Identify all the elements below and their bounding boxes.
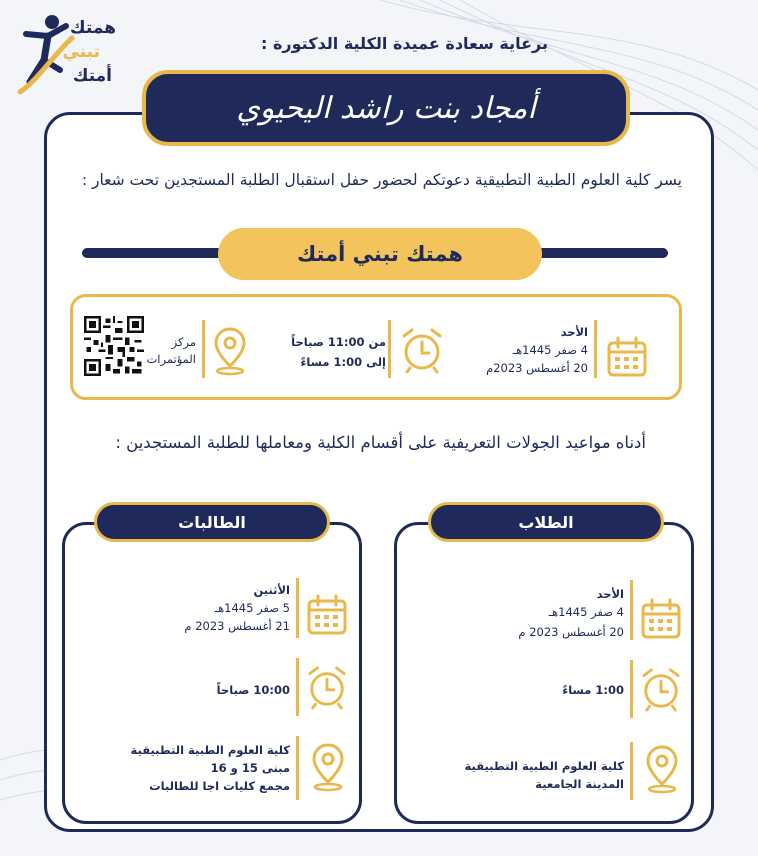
- students-card-header: [428, 502, 664, 542]
- logo-word-2: تبني: [62, 42, 100, 62]
- invitation-text: يسر كلية العلوم الطبية التطبيقية دعوتكم لحضور حفل استقبال الطلبة المستجدين تحت شعار :: [81, 171, 682, 189]
- students-location-2: المدينة الجامعية: [535, 777, 624, 791]
- ceremony-location: مركز المؤتمرات: [146, 335, 196, 366]
- female-students-location-2: مبنى 15 و 16: [210, 761, 290, 775]
- ceremony-gregorian-date: 20 أغسطس 2023م: [486, 361, 588, 375]
- alarm-clock-icon: [640, 666, 682, 712]
- students-location-1: كلية العلوم الطبية التطبيقية: [464, 759, 624, 773]
- slogan-text: همتك تبني أمتك: [297, 242, 463, 266]
- female-students-card-header: [94, 502, 330, 542]
- alarm-clock-icon: [306, 664, 348, 710]
- logo-word-1: همتك: [70, 18, 116, 38]
- divider: [630, 742, 633, 800]
- qr-code-icon: [84, 316, 144, 376]
- divider: [202, 320, 205, 378]
- students-day: الأحد: [596, 587, 624, 601]
- female-students-hijri-date: 5 صفر 1445هـ: [214, 601, 290, 615]
- female-students-card-title: الطالبات: [178, 512, 246, 532]
- students-time: 1:00 مساءً: [562, 683, 624, 697]
- location-pin-icon: [212, 326, 248, 376]
- patronage-heading: برعاية سعادة عميدة الكلية الدكتورة :: [261, 34, 548, 53]
- ceremony-time-from: من 11:00 صباحاً: [291, 335, 386, 349]
- divider: [630, 580, 633, 640]
- location-pin-icon: [644, 744, 680, 794]
- logo-word-3: أمتك: [72, 66, 112, 86]
- students-gregorian-date: 20 أغسطس 2023 م: [518, 625, 624, 639]
- female-students-day: الأثنين: [253, 583, 290, 597]
- ceremony-day: الأحد: [560, 325, 588, 339]
- calendar-icon: [640, 598, 682, 640]
- dean-name-banner: [142, 70, 630, 146]
- female-students-time: 10:00 صباحاً: [216, 683, 290, 697]
- divider: [630, 660, 633, 718]
- ceremony-hijri-date: 4 صفر 1445هـ: [512, 343, 588, 357]
- dean-name: أمجاد بنت راشد اليحيوي: [236, 90, 536, 126]
- divider: [594, 320, 597, 378]
- female-students-location-3: مجمع كليات اجا للطالبات: [149, 779, 290, 793]
- students-card-title: الطلاب: [518, 512, 574, 532]
- location-pin-icon: [310, 742, 346, 792]
- calendar-icon: [306, 594, 348, 636]
- divider: [296, 736, 299, 800]
- divider: [388, 320, 391, 378]
- female-students-gregorian-date: 21 أغسطس 2023 م: [184, 619, 290, 633]
- campaign-logo: [12, 6, 122, 96]
- students-hijri-date: 4 صفر 1445هـ: [548, 605, 624, 619]
- slogan-pill: [218, 228, 542, 280]
- female-students-location-1: كلية العلوم الطبية التطبيقية: [130, 743, 290, 757]
- tours-heading: أدناه مواعيد الجولات التعريفية على أقسام الكلية ومعاملها للطلبة المستجدين :: [115, 433, 646, 452]
- ceremony-time-to: إلى 1:00 مساءً: [300, 355, 386, 369]
- divider: [296, 658, 299, 716]
- alarm-clock-icon: [400, 326, 444, 374]
- calendar-icon: [606, 336, 648, 378]
- divider: [296, 578, 299, 638]
